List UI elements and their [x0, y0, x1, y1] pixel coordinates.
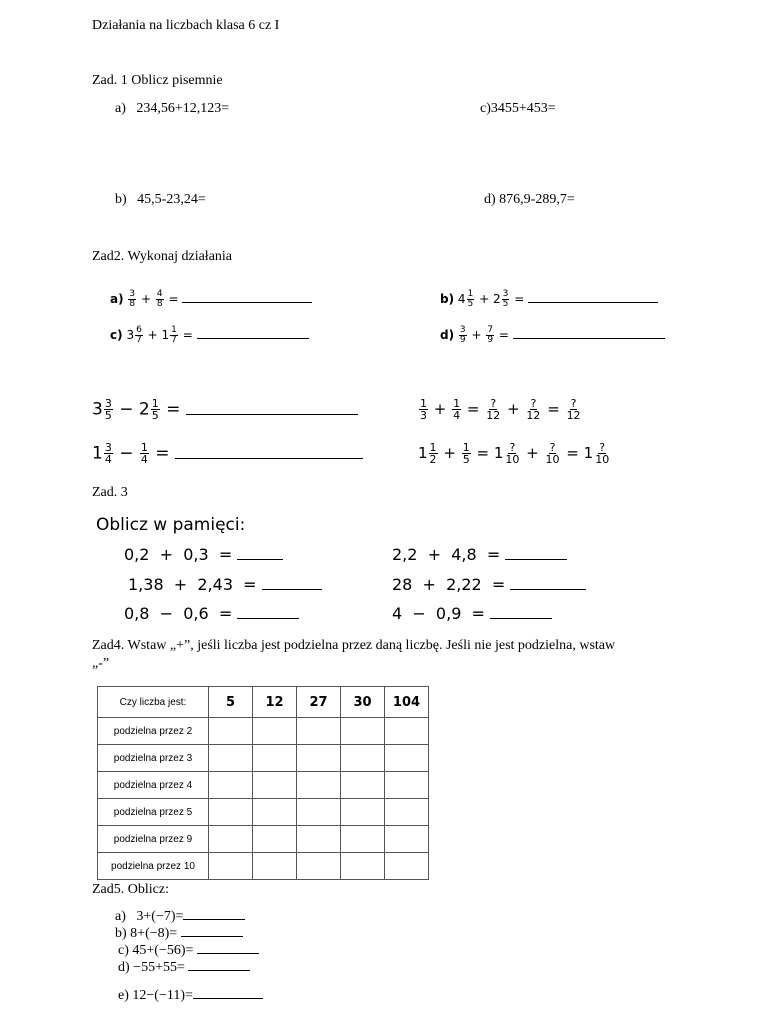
item-label: d) [118, 960, 130, 975]
answer-line[interactable] [237, 618, 299, 619]
answer-cell[interactable] [253, 799, 297, 826]
item-label: b) [115, 192, 127, 207]
fraction: $\frac{1}{4}$ [140, 441, 148, 466]
answer-line[interactable] [181, 936, 243, 937]
task3-heading: Zad. 3 [92, 485, 128, 500]
item-expression: 45+(−56)= [132, 943, 194, 958]
answer-cell[interactable] [341, 718, 385, 745]
row-label: podzielna przez 9 [98, 826, 209, 853]
answer-cell[interactable] [385, 853, 429, 880]
answer-cell[interactable] [209, 826, 253, 853]
answer-cell[interactable] [253, 772, 297, 799]
task1-item-b [115, 192, 206, 208]
fraction: $\frac{?}{10}$ [545, 441, 560, 466]
fraction: $\frac{1}{5}$ [462, 441, 470, 466]
answer-line[interactable] [237, 559, 283, 560]
answer-cell[interactable] [209, 718, 253, 745]
row-label: podzielna przez 5 [98, 799, 209, 826]
fraction: $\frac{3}{4}$ [104, 441, 112, 466]
table-row [98, 853, 429, 880]
mental-calc-row: 1,38 + 2,43 = [128, 575, 322, 594]
fraction: $\frac{6}{7}$ [136, 325, 142, 345]
column-header: 104 [385, 687, 429, 718]
answer-line[interactable] [197, 338, 309, 339]
item-label: c) [110, 328, 123, 342]
answer-cell[interactable] [209, 853, 253, 880]
task2-item-c: c) 3 $\frac{6}{7}$ + 1 $\frac{1}{7}$ = [110, 326, 309, 345]
answer-cell[interactable] [385, 826, 429, 853]
answer-line[interactable] [193, 998, 263, 999]
answer-line[interactable] [188, 970, 250, 971]
task3-subheading: Oblicz w pamięci: [96, 515, 246, 535]
task2-item-g: 1 $\frac{3}{4}$ − $\frac{1}{4}$ = [92, 442, 363, 465]
table-row [98, 718, 429, 745]
page-title: Działania na liczbach klasa 6 cz I [92, 18, 280, 33]
answer-line[interactable] [186, 414, 358, 415]
mental-calc-row: 0,8 − 0,6 = [124, 604, 299, 623]
task2-item-h: 1 $\frac{1}{2}$ + $\frac{1}{5}$ = 1 $\frac{?}{10}$ + $\frac{?}{10}$ = 1 $\frac{?}{10}$ [418, 441, 610, 466]
task5-item-e [118, 988, 263, 1004]
answer-line[interactable] [183, 919, 245, 920]
task4-heading-cont: „-” [92, 656, 110, 671]
divisibility-table [97, 686, 429, 880]
table-row [98, 772, 429, 799]
answer-cell[interactable] [341, 853, 385, 880]
answer-cell[interactable] [385, 745, 429, 772]
fraction: $\frac{1}{5}$ [151, 397, 159, 422]
answer-cell[interactable] [385, 718, 429, 745]
answer-cell[interactable] [385, 799, 429, 826]
answer-line[interactable] [510, 589, 586, 590]
item-expression: 8+(−8)= [130, 926, 178, 941]
fraction: $\frac{?}{12}$ [566, 397, 581, 422]
fraction: $\frac{3}{8}$ [129, 289, 136, 309]
item-expression: 3+(−7)= [136, 909, 184, 924]
answer-cell[interactable] [253, 745, 297, 772]
answer-line[interactable] [262, 589, 322, 590]
item-label: b) [115, 926, 127, 941]
task5-heading: Zad5. Oblicz: [92, 882, 169, 897]
fraction: $\frac{?}{10}$ [505, 441, 520, 466]
task5-item-d [118, 960, 250, 976]
answer-cell[interactable] [297, 718, 341, 745]
column-header: 12 [253, 687, 297, 718]
table-row [98, 799, 429, 826]
task2-item-f: $\frac{1}{3}$ + $\frac{1}{4}$ = $\frac{?}{12}$ + $\frac{?}{12}$ = $\frac{?}{12}$ [420, 397, 581, 422]
row-label: podzielna przez 4 [98, 772, 209, 799]
table-header-cell: Czy liczba jest: [98, 687, 209, 718]
item-label: e) [118, 988, 129, 1003]
task5-item-b [115, 926, 243, 942]
task1-item-c: c)3455+453= [480, 101, 556, 116]
answer-cell[interactable] [341, 799, 385, 826]
fraction: $\frac{3}{9}$ [459, 325, 466, 345]
item-label: d) [440, 328, 455, 342]
answer-cell[interactable] [297, 745, 341, 772]
answer-cell[interactable] [297, 772, 341, 799]
fraction: $\frac{1}{3}$ [420, 397, 427, 422]
answer-line[interactable] [197, 953, 259, 954]
answer-cell[interactable] [341, 745, 385, 772]
column-header: 5 [209, 687, 253, 718]
mental-calc-row: 4 − 0,9 = [392, 604, 552, 623]
task2-item-b: b) 4 $\frac{1}{5}$ + 2 $\frac{3}{5}$ = [440, 290, 658, 309]
column-header: 27 [297, 687, 341, 718]
item-label: b) [440, 292, 455, 306]
task2-item-e: 3 $\frac{3}{5}$ − 2 $\frac{1}{5}$ = [92, 398, 358, 421]
answer-cell[interactable] [253, 826, 297, 853]
answer-line[interactable] [528, 302, 658, 303]
answer-cell[interactable] [341, 772, 385, 799]
task2-item-a: a) $\frac{3}{8}$ + $\frac{4}{8}$ = [110, 290, 312, 309]
answer-line[interactable] [490, 618, 552, 619]
item-expression: 12−(−11)= [132, 988, 193, 1003]
answer-line[interactable] [175, 458, 363, 459]
fraction: $\frac{7}{9}$ [487, 325, 494, 345]
fraction: $\frac{?}{12}$ [526, 397, 541, 422]
task5-item-a [115, 909, 245, 925]
item-label: a) [110, 292, 124, 306]
row-label: podzielna przez 2 [98, 718, 209, 745]
task2-item-d: d) $\frac{3}{9}$ + $\frac{7}{9}$ = [440, 326, 665, 345]
answer-cell[interactable] [341, 826, 385, 853]
task2-heading: Zad2. Wykonaj działania [92, 249, 233, 264]
task5-item-c [118, 943, 259, 959]
answer-cell[interactable] [297, 799, 341, 826]
fraction: $\frac{?}{10}$ [595, 441, 610, 466]
answer-cell[interactable] [297, 826, 341, 853]
item-expression: 45,5-23,24= [137, 192, 206, 207]
mental-calc-row: 2,2 + 4,8 = [392, 545, 567, 564]
answer-cell[interactable] [297, 853, 341, 880]
answer-cell[interactable] [253, 853, 297, 880]
fraction: $\frac{1}{5}$ [467, 289, 474, 309]
item-expression: −55+55= [133, 960, 185, 975]
mental-calc-row: 28 + 2,22 = [392, 575, 586, 594]
answer-line[interactable] [505, 559, 567, 560]
task4-heading: Zad4. Wstaw „+”, jeśli liczba jest podzielna przez daną liczbę. Jeśli nie jest podzielna, wstaw [92, 638, 616, 653]
task1-item-d: d) 876,9-289,7= [484, 192, 575, 207]
item-label: a) [115, 101, 126, 116]
task1-heading: Zad. 1 Oblicz pisemnie [92, 73, 223, 88]
fraction: $\frac{3}{5}$ [104, 397, 112, 422]
table-header-row [98, 687, 429, 718]
item-label: a) [115, 909, 126, 924]
table-row [98, 745, 429, 772]
answer-cell[interactable] [209, 799, 253, 826]
task1-item-a [115, 101, 229, 117]
answer-cell[interactable] [209, 745, 253, 772]
fraction: $\frac{?}{12}$ [486, 397, 501, 422]
fraction: $\frac{1}{4}$ [453, 397, 461, 422]
fraction: $\frac{1}{7}$ [171, 325, 177, 345]
fraction: $\frac{4}{8}$ [156, 289, 163, 309]
table-row [98, 826, 429, 853]
row-label: podzielna przez 3 [98, 745, 209, 772]
item-label: c) [118, 943, 129, 958]
item-expression: 234,56+12,123= [136, 101, 230, 116]
column-header: 30 [341, 687, 385, 718]
row-label: podzielna przez 10 [98, 853, 209, 880]
answer-cell[interactable] [385, 772, 429, 799]
answer-line[interactable] [182, 302, 312, 303]
answer-cell[interactable] [209, 772, 253, 799]
fraction: $\frac{1}{2}$ [429, 441, 437, 466]
fraction: $\frac{3}{5}$ [502, 289, 509, 309]
answer-cell[interactable] [253, 718, 297, 745]
answer-line[interactable] [513, 338, 665, 339]
mental-calc-row: 0,2 + 0,3 = [124, 545, 283, 564]
